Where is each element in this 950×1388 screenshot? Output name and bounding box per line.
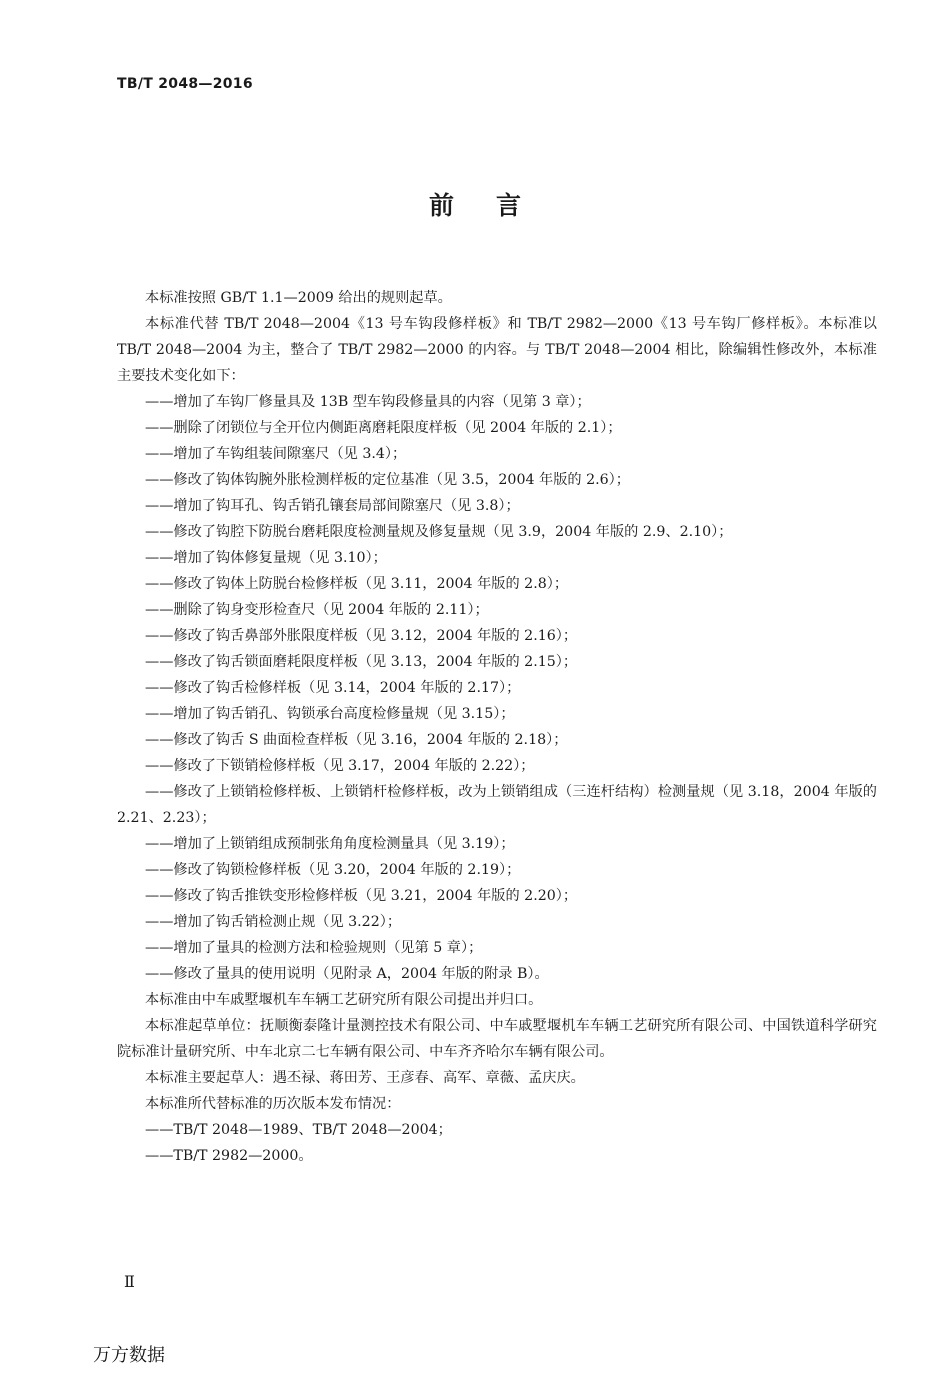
list-item: ——修改了钩舌检修样板（见 3.14，2004 年版的 2.17）； bbox=[145, 680, 521, 696]
list-item: ——修改了钩舌 S 曲面检查样板（见 3.16，2004 年版的 2.18）； bbox=[145, 732, 568, 748]
history-item: ——TB/T 2048—1989、TB/T 2048—2004； bbox=[145, 1122, 452, 1138]
paragraph-history-intro: 本标准所代替标准的历次版本发布情况： bbox=[145, 1096, 401, 1112]
paragraph-proposer: 本标准由中车戚墅堰机车车辆工艺研究所有限公司提出并归口。 bbox=[145, 992, 543, 1008]
list-item: ——增加了量具的检测方法和检验规则（见第 5 章）； bbox=[145, 940, 483, 956]
list-item: ——修改了钩舌鼻部外胀限度样板（见 3.12，2004 年版的 2.16）； bbox=[145, 628, 578, 644]
list-item: ——修改了钩体钩腕外胀检测样板的定位基准（见 3.5，2004 年版的 2.6）； bbox=[145, 472, 630, 488]
list-item: ——增加了上锁销组成预制张角角度检测量具（见 3.19）； bbox=[145, 836, 515, 852]
list-item: ——修改了钩体上防脱台检修样板（见 3.11，2004 年版的 2.8）； bbox=[145, 576, 569, 592]
list-item: ——增加了车钩组装间隙塞尺（见 3.4）； bbox=[145, 446, 407, 462]
list-item: ——修改了下锁销检修样板（见 3.17，2004 年版的 2.22）； bbox=[145, 758, 535, 774]
list-item: ——增加了钩舌销孔、钩锁承台高度检修量规（见 3.15）； bbox=[145, 706, 515, 722]
list-item: ——删除了闭锁位与全开位内侧距离磨耗限度样板（见 2004 年版的 2.1）； bbox=[145, 420, 622, 436]
list-item: ——增加了钩舌销检测止规（见 3.22）； bbox=[145, 914, 402, 930]
paragraph-drafting-rules: 本标准按照 GB/T 1.1—2009 给出的规则起草。 bbox=[145, 290, 452, 306]
list-item: ——删除了钩身变形检查尺（见 2004 年版的 2.11）； bbox=[145, 602, 489, 618]
document-code: TB/T 2048—2016 bbox=[117, 76, 253, 92]
paragraph-drafting-units: 本标准起草单位：抚顺衡泰隆计量测控技术有限公司、中车戚墅堰机车车辆工艺研究所有限公司、中国铁道科学研究院标准计量研究所、中车北京二七车辆有限公司、中车齐齐哈尔车辆有限公司。 bbox=[117, 1018, 877, 1060]
history-item: ——TB/T 2982—2000。 bbox=[145, 1148, 313, 1164]
list-item: ——修改了量具的使用说明（见附录 A，2004 年版的附录 B）。 bbox=[145, 966, 549, 982]
list-item: ——修改了上锁销检修样板、上锁销杆检修样板，改为上锁销组成（三连杆结构）检测量规（见 3.18，2004 年版的 2.21、2.23）； bbox=[117, 784, 877, 826]
list-item: ——修改了钩舌锁面磨耗限度样板（见 3.13，2004 年版的 2.15）； bbox=[145, 654, 578, 670]
paragraph-replacement: 本标准代替 TB/T 2048—2004《13 号车钩段修样板》和 TB/T 2982—2000《13 号车钩厂修样板》。本标准以 TB/T 2048—2004 为主，整合了 TB/T 2982—2000 的内容。与 TB/T 2048—2004 相比，除编辑性修改外，本标准主要技术变化如下： bbox=[117, 316, 877, 384]
list-item: ——增加了钩耳孔、钩舌销孔镶套局部间隙塞尺（见 3.8）； bbox=[145, 498, 520, 514]
list-item: ——修改了钩腔下防脱台磨耗限度检测量规及修复量规（见 3.9，2004 年版的 2.9、2.10）； bbox=[145, 524, 733, 540]
list-item: ——修改了钩锁检修样板（见 3.20，2004 年版的 2.19）； bbox=[145, 862, 521, 878]
watermark: 万方数据 bbox=[93, 1345, 165, 1366]
page-title: 前言 bbox=[428, 191, 563, 220]
paragraph-drafters: 本标准主要起草人：遇丕禄、蒋田芳、王彦春、高军、章薇、孟庆庆。 bbox=[145, 1070, 585, 1086]
document-body bbox=[117, 285, 877, 1169]
list-item: ——修改了钩舌推铁变形检修样板（见 3.21，2004 年版的 2.20）； bbox=[145, 888, 578, 904]
list-item: ——增加了车钩厂修量具及 13B 型车钩段修量具的内容（见第 3 章）； bbox=[145, 394, 591, 410]
list-item: ——增加了钩体修复量规（见 3.10）； bbox=[145, 550, 387, 566]
page-number: Ⅱ bbox=[124, 1272, 135, 1291]
